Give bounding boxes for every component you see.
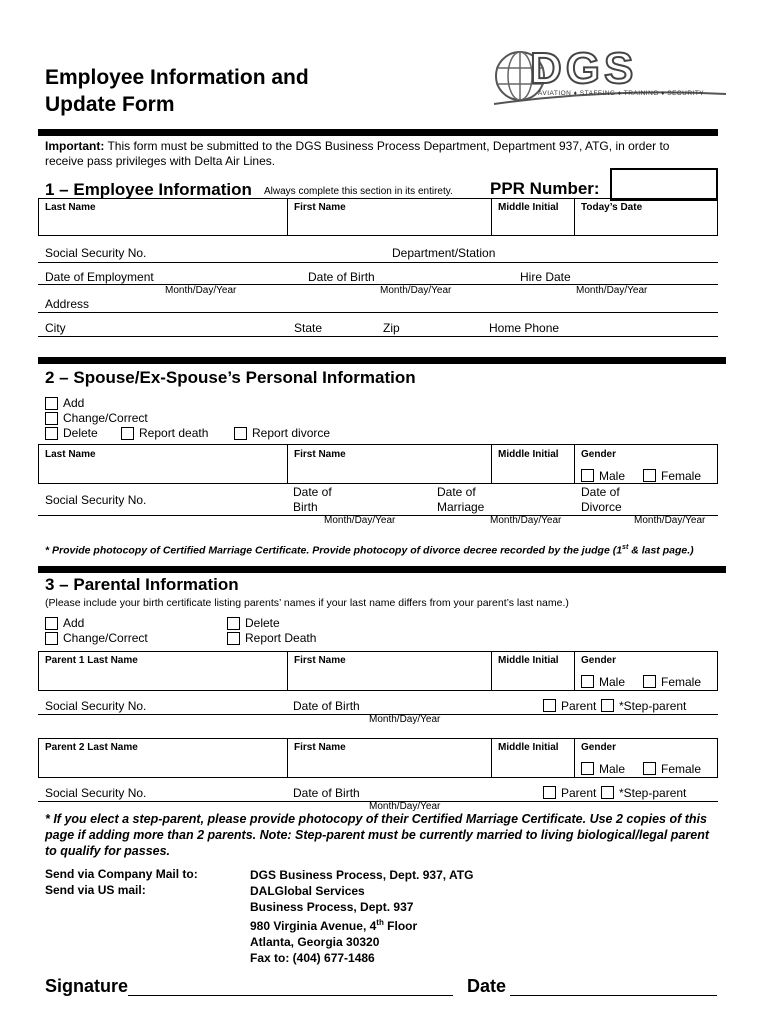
report-divorce-checkbox[interactable]: [234, 427, 247, 440]
address-line-5: Atlanta, Georgia 30320: [250, 935, 380, 949]
mdy-hint: Month/Day/Year: [369, 801, 441, 812]
step-note-line-2: page if adding more than 2 parents. Note: Step-parent must be currently married to living biological/legal parent: [45, 828, 710, 842]
parent-1-male-checkbox[interactable]: [581, 675, 594, 688]
last-name-header: Last Name: [45, 202, 96, 213]
first-name-input[interactable]: [291, 215, 487, 233]
company-mail-label: Send via Company Mail to:: [45, 867, 198, 881]
parent-2-middle-initial-header: Middle Initial: [498, 742, 559, 753]
parent-2-gender-header: Gender: [581, 742, 617, 753]
important-label: Important:: [45, 139, 105, 153]
change-correct-checkbox[interactable]: [45, 412, 58, 425]
note-sup: st: [622, 544, 629, 551]
parent-1-ssn-label: Social Security No.: [45, 699, 147, 713]
parent-1-female-checkbox[interactable]: [643, 675, 656, 688]
spouse-gender-header: Gender: [581, 449, 617, 460]
address-label: Address: [45, 297, 90, 311]
mdy-hint: Month/Day/Year: [380, 285, 452, 296]
parent-1-parent-checkbox[interactable]: [543, 699, 556, 712]
divorce-line-1: Date of: [581, 485, 620, 499]
parent-1-gender-header: Gender: [581, 655, 617, 666]
mdy-hint: Month/Day/Year: [634, 515, 706, 526]
parent-2-female-checkbox[interactable]: [643, 762, 656, 775]
todays-date-input[interactable]: [578, 215, 714, 233]
spouse-dob-line-2: Birth: [293, 500, 318, 514]
page-title: [45, 64, 309, 118]
section-3-heading: 3 – Parental Information: [45, 575, 239, 594]
section-3-subtext: (Please include your birth certificate listing parents’ names if your last name differs from your parent’s last name.): [45, 597, 569, 609]
address-line-2: DALGlobal Services: [250, 884, 365, 898]
note-end: & last page.): [628, 544, 694, 557]
address-line-4b: Floor: [383, 919, 418, 933]
signature-line[interactable]: [128, 995, 453, 996]
parent-change-label: Change/Correct: [63, 631, 148, 645]
divider-bar: [38, 129, 718, 136]
spouse-male-checkbox[interactable]: [581, 469, 594, 482]
parent-change-checkbox[interactable]: [45, 632, 58, 645]
parent-1-parent-label: Parent: [561, 699, 597, 713]
parent-1-first-name-header: First Name: [294, 655, 346, 666]
date-line[interactable]: [510, 995, 717, 996]
parent-1-dob-label: Date of Birth: [293, 699, 360, 713]
delete-checkbox[interactable]: [45, 427, 58, 440]
todays-date-header: Today’s Date: [581, 202, 643, 213]
parent-delete-checkbox[interactable]: [227, 617, 240, 630]
marriage-line-2: Marriage: [437, 500, 485, 514]
section-2-heading: 2 – Spouse/Ex-Spouse’s Personal Information: [45, 368, 416, 387]
delete-label: Delete: [63, 426, 98, 440]
mdy-hint: Month/Day/Year: [369, 714, 441, 725]
date-of-employment-label: Date of Employment: [45, 270, 154, 284]
hire-date-label: Hire Date: [520, 270, 571, 284]
parent-1-step-parent-checkbox[interactable]: [601, 699, 614, 712]
mdy-hint: Month/Day/Year: [324, 515, 396, 526]
parent-2-female-label: Female: [661, 762, 702, 776]
change-correct-label: Change/Correct: [63, 411, 148, 425]
first-name-header: First Name: [294, 202, 346, 213]
parent-2-parent-label: Parent: [561, 786, 597, 800]
spouse-female-checkbox[interactable]: [643, 469, 656, 482]
important-text-2: receive pass privileges with Delta Air Lines.: [45, 154, 276, 168]
parent-2-parent-checkbox[interactable]: [543, 786, 556, 799]
report-death-checkbox[interactable]: [121, 427, 134, 440]
middle-initial-header: Middle Initial: [498, 202, 559, 213]
step-note-line-3: to qualify for passes.: [45, 844, 171, 858]
important-text: This form must be submitted to the DGS Business Process Department, Department 937, ATG, in order to: [107, 139, 670, 153]
parent-2-ssn-label: Social Security No.: [45, 786, 147, 800]
zip-label: Zip: [383, 321, 400, 335]
step-note-line-1: * If you elect a step-parent, please provide photocopy of their Certified Marriage Certificate. Use 2 copies of this: [45, 812, 707, 826]
signature-label: Signature: [45, 976, 129, 996]
mailing-address: [250, 867, 473, 966]
us-mail-label: Send via US mail:: [45, 883, 146, 897]
spouse-middle-initial-header: Middle Initial: [498, 449, 559, 460]
divorce-line-2: Divorce: [581, 500, 622, 514]
date-of-marriage-label: [437, 485, 484, 514]
mdy-hint: Month/Day/Year: [165, 285, 237, 296]
parent-2-last-name-header: Parent 2 Last Name: [45, 742, 138, 753]
parent-1-middle-initial-header: Middle Initial: [498, 655, 559, 666]
home-phone-label: Home Phone: [489, 321, 560, 335]
parent-2-dob-label: Date of Birth: [293, 786, 360, 800]
parent-2-first-name-header: First Name: [294, 742, 346, 753]
marriage-certificate-note: [45, 544, 694, 557]
middle-initial-input[interactable]: [495, 215, 571, 233]
mdy-hint: Month/Day/Year: [576, 285, 648, 296]
step-parent-note: [45, 811, 709, 859]
parent-1-male-label: Male: [599, 675, 626, 689]
important-note: [45, 139, 669, 153]
parent-1-last-name-header: Parent 1 Last Name: [45, 655, 138, 666]
address-line-4-sup: th: [376, 918, 384, 927]
ppr-label: PPR Number:: [490, 179, 600, 198]
parent-2-male-checkbox[interactable]: [581, 762, 594, 775]
spouse-first-name-header: First Name: [294, 449, 346, 460]
city-label: City: [45, 321, 66, 335]
spouse-female-label: Female: [661, 469, 702, 483]
add-checkbox[interactable]: [45, 397, 58, 410]
marriage-line-1: Date of: [437, 485, 476, 499]
dgs-logo: [490, 44, 730, 112]
parent-report-death-label: Report Death: [245, 631, 317, 645]
dob-label: Date of Birth: [308, 270, 375, 284]
logo-tagline: AVIATION ♦ STAFFING ♦ TRAINING ♦ SECURITY: [538, 90, 705, 97]
spouse-last-name-header: Last Name: [45, 449, 96, 460]
section-1-note: Always complete this section in its entirety.: [264, 186, 453, 197]
divider-bar: [38, 566, 726, 573]
title-line-2: Update Form: [45, 93, 175, 116]
spouse-ssn-label: Social Security No.: [45, 493, 147, 507]
logo-text: DGS: [530, 44, 638, 93]
parent-1-female-label: Female: [661, 675, 702, 689]
parent-add-label: Add: [63, 616, 85, 630]
parent-report-death-checkbox[interactable]: [227, 632, 240, 645]
parent-2-step-parent-checkbox[interactable]: [601, 786, 614, 799]
address-line-1: DGS Business Process, Dept. 937, ATG: [250, 868, 474, 882]
divider-bar: [38, 357, 726, 364]
add-option-label: Add: [63, 396, 85, 410]
spouse-male-label: Male: [599, 469, 626, 483]
spouse-dob-label: [293, 485, 332, 514]
address-line-4: [250, 915, 473, 934]
last-name-input[interactable]: [42, 215, 282, 233]
report-divorce-label: Report divorce: [252, 426, 331, 440]
parent-2-step-parent-label: *Step-parent: [619, 786, 687, 800]
section-1-heading: 1 – Employee Information: [45, 180, 252, 199]
report-death-label: Report death: [139, 426, 209, 440]
spouse-dob-line-1: Date of: [293, 485, 332, 499]
date-of-divorce-label: [581, 485, 622, 514]
department-label: Department/Station: [392, 246, 496, 260]
address-line-4a: 980 Virginia Avenue, 4: [250, 919, 377, 933]
state-label: State: [294, 321, 323, 335]
parent-1-step-parent-label: *Step-parent: [619, 699, 687, 713]
mdy-hint: Month/Day/Year: [490, 515, 562, 526]
parent-2-male-label: Male: [599, 762, 626, 776]
note-text: * Provide photocopy of Certified Marriage Certificate. Provide photocopy of divorce decree recorded by the judge (1: [45, 544, 623, 557]
parent-add-checkbox[interactable]: [45, 617, 58, 630]
ppr-number-field[interactable]: [610, 168, 718, 201]
address-line-3: Business Process, Dept. 937: [250, 900, 414, 914]
date-label: Date: [467, 976, 507, 996]
fax-line: Fax to: (404) 677-1486: [250, 951, 375, 965]
parent-delete-label: Delete: [245, 616, 280, 630]
ssn-label: Social Security No.: [45, 246, 147, 260]
title-line-1: Employee Information and: [45, 66, 309, 89]
